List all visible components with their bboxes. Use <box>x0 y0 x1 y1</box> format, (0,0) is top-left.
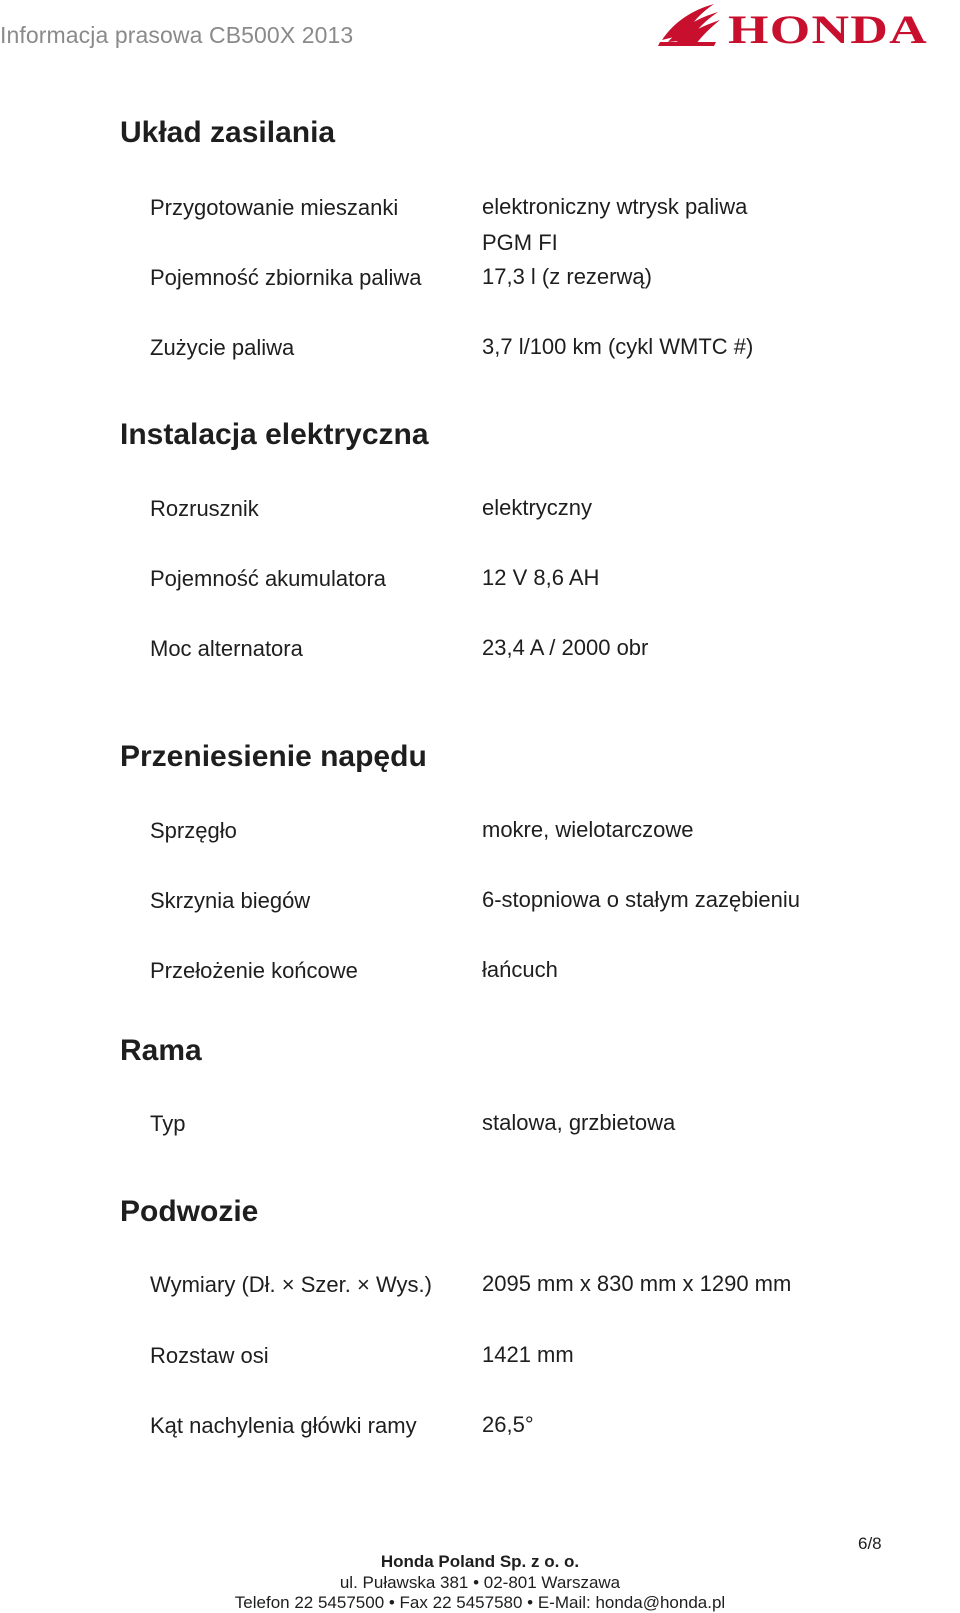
spec-value: elektryczny <box>482 495 593 520</box>
spec-row-mixture-preparation <box>150 194 870 255</box>
spec-value: 26,5° <box>482 1412 534 1437</box>
spec-label: Typ <box>150 1111 186 1136</box>
spec-value: 6-stopniowa o stałym zazębieniu <box>482 887 800 912</box>
spec-row-alternator-output <box>150 636 870 666</box>
spec-value: 3,7 l/100 km (cykl WMTC #) <box>482 334 754 359</box>
footer-address: ul. Puławska 381 • 02-801 Warszawa <box>339 1573 621 1592</box>
page-number: 6/8 <box>858 1534 882 1553</box>
spec-row-wheelbase <box>150 1343 870 1373</box>
spec-row-battery-capacity <box>150 566 870 596</box>
spec-row-head-angle <box>150 1413 870 1443</box>
footer-contact: Telefon 22 5457500 • Fax 22 5457580 • E-Mail: honda@honda.pl <box>234 1593 726 1612</box>
spec-row-clutch <box>150 818 870 848</box>
spec-label: Moc alternatora <box>150 636 303 661</box>
spec-value: 12 V 8,6 AH <box>482 565 600 590</box>
spec-label: Sprzęgło <box>150 818 237 843</box>
spec-label: Zużycie paliwa <box>150 335 295 360</box>
spec-row-starter <box>150 496 870 526</box>
section-heading-frame: Rama <box>120 1034 202 1067</box>
spec-label: Pojemność zbiornika paliwa <box>150 265 422 290</box>
section-heading-drivetrain: Przeniesienie napędu <box>120 740 427 773</box>
honda-logo <box>656 0 932 50</box>
section-heading-electrical-system: Instalacja elektryczna <box>120 418 429 451</box>
spec-value: mokre, wielotarczowe <box>482 817 694 842</box>
spec-label: Skrzynia biegów <box>150 888 311 913</box>
spec-label: Kąt nachylenia główki ramy <box>150 1413 417 1438</box>
spec-value: 17,3 l (z rezerwą) <box>482 264 652 289</box>
document-header-title: Informacja prasowa CB500X 2013 <box>0 22 354 48</box>
spec-label: Rozstaw osi <box>150 1343 269 1368</box>
spec-row-transmission <box>150 888 870 918</box>
spec-value: stalowa, grzbietowa <box>482 1110 676 1135</box>
spec-value: 23,4 A / 2000 obr <box>482 635 649 660</box>
spec-row-dimensions <box>150 1272 870 1302</box>
spec-label: Przygotowanie mieszanki <box>150 195 399 220</box>
honda-wing-icon <box>658 4 720 46</box>
spec-label: Rozrusznik <box>150 496 259 521</box>
spec-row-final-drive <box>150 958 870 988</box>
spec-value <box>482 189 747 261</box>
spec-value-line: elektroniczny wtrysk paliwa <box>482 194 748 219</box>
spec-value-line: PGM FI <box>482 230 558 255</box>
spec-label: Przełożenie końcowe <box>150 958 358 983</box>
spec-value: 2095 mm x 830 mm x 1290 mm <box>482 1271 792 1296</box>
spec-row-frame-type <box>150 1111 870 1141</box>
spec-label: Wymiary (Dł. × Szer. × Wys.) <box>150 1272 432 1297</box>
spec-row-fuel-consumption <box>150 335 870 365</box>
spec-value: łańcuch <box>482 957 558 982</box>
footer-company-name: Honda Poland Sp. z o. o. <box>380 1552 580 1571</box>
spec-label: Pojemność akumulatora <box>150 566 387 591</box>
section-heading-fuel-system: Układ zasilania <box>120 116 336 149</box>
section-heading-chassis: Podwozie <box>120 1195 259 1228</box>
spec-value: 1421 mm <box>482 1342 574 1367</box>
spec-row-fuel-tank-capacity <box>150 265 870 295</box>
honda-logo-text: HONDA <box>728 7 928 50</box>
